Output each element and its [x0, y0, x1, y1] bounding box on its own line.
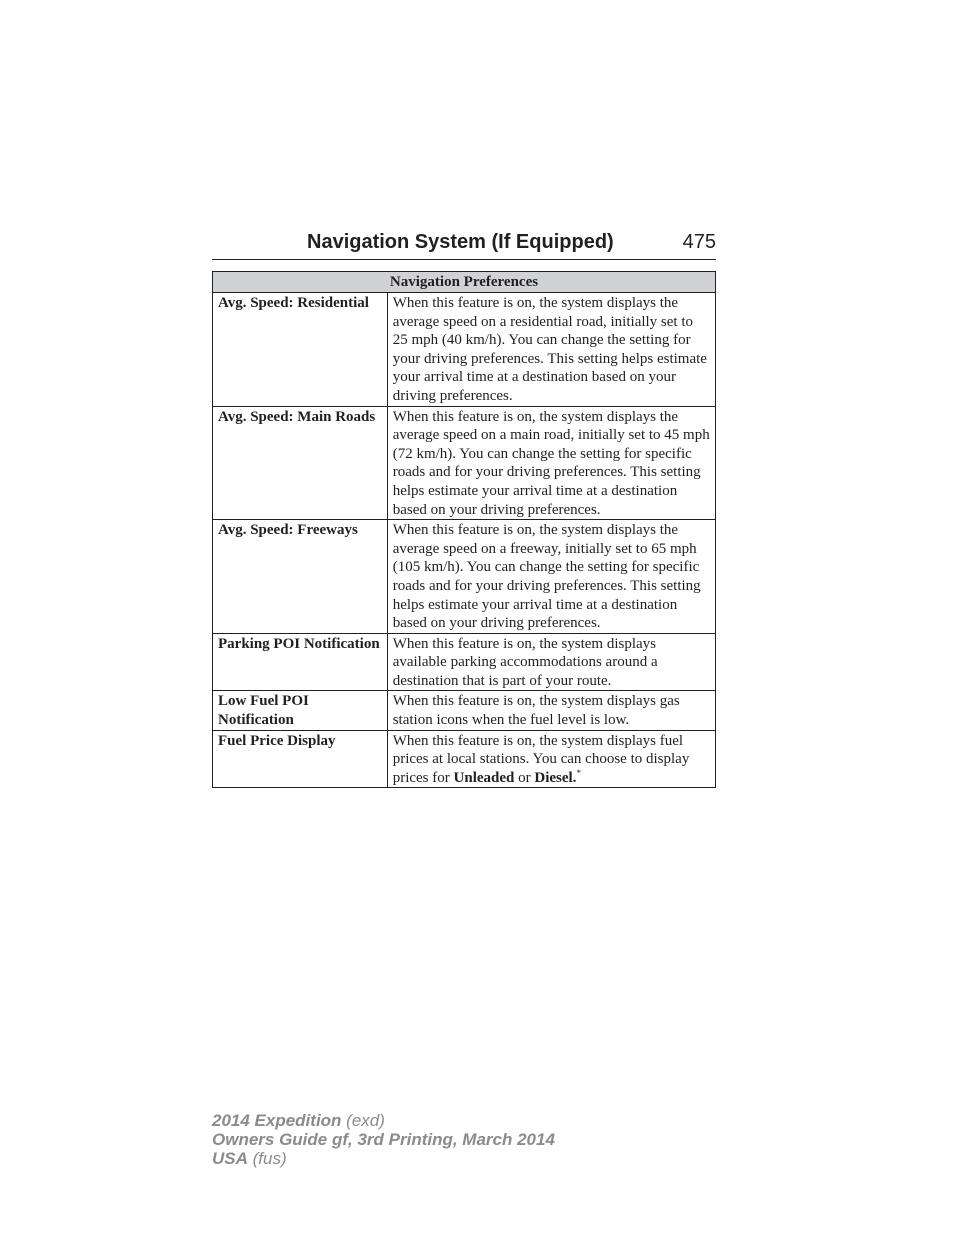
setting-name: Avg. Speed: Main Roads: [213, 406, 388, 520]
option-unleaded: Unleaded: [453, 769, 515, 786]
setting-description: When this feature is on, the system displays the average speed on a main road, initially set to 45 mph (72 km/h). You can change the setting for specific roads and for your driving preferences. This setting helps estimate your arrival time at a destination based on your driving preferences.: [387, 406, 715, 520]
setting-name: Fuel Price Display: [213, 730, 388, 788]
setting-name: Low Fuel POI Notification: [213, 691, 388, 730]
option-connector: or: [514, 769, 535, 786]
setting-name: Avg. Speed: Freeways: [213, 520, 388, 634]
model-name: 2014 Expedition: [212, 1111, 342, 1130]
page-number: 475: [682, 231, 716, 253]
table-header-row: [213, 272, 716, 293]
table-row: [213, 406, 716, 520]
page-footer: [212, 1111, 555, 1168]
footer-line-3: [212, 1149, 555, 1168]
table-row: [213, 633, 716, 691]
setting-description: When this feature is on, the system displays the average speed on a freeway, initially set to 65 mph (105 km/h). You can change the setting for specific roads and for your driving preferences. This setting helps estimate your arrival time at a destination based on your driving preferences.: [387, 520, 715, 634]
setting-description: When this feature is on, the system displays available parking accommodations around a destination that is part of your route.: [387, 633, 715, 691]
table-row: [213, 520, 716, 634]
navigation-preferences-table: [212, 271, 716, 788]
table-heading: Navigation Preferences: [213, 272, 716, 293]
footer-line-1: [212, 1111, 555, 1130]
model-code: (exd): [341, 1111, 385, 1130]
footnote-mark: *: [576, 767, 581, 778]
setting-description: When this feature is on, the system displays gas station icons when the fuel level is low.: [387, 691, 715, 730]
option-diesel: Diesel.: [534, 769, 577, 786]
table-row: [213, 293, 716, 407]
table-row: [213, 691, 716, 730]
market-code: (fus): [247, 1149, 287, 1168]
market-name: USA: [212, 1149, 248, 1168]
table-row: [213, 730, 716, 788]
page-header: [212, 229, 716, 260]
setting-name: Parking POI Notification: [213, 633, 388, 691]
footer-line-2: Owners Guide gf, 3rd Printing, March 2014: [212, 1130, 555, 1149]
section-title: Navigation System (If Equipped): [307, 231, 614, 253]
setting-description: [387, 730, 715, 788]
description-text: When this feature is on, the system displays fuel prices at local stations. You can choose to display prices for: [392, 732, 690, 786]
setting-name: Avg. Speed: Residential: [213, 293, 388, 407]
setting-description: When this feature is on, the system displays the average speed on a residential road, initially set to 25 mph (40 km/h). You can change the setting for your driving preferences. This setting helps estimate your arrival time at a destination based on your driving preferences.: [387, 293, 715, 407]
